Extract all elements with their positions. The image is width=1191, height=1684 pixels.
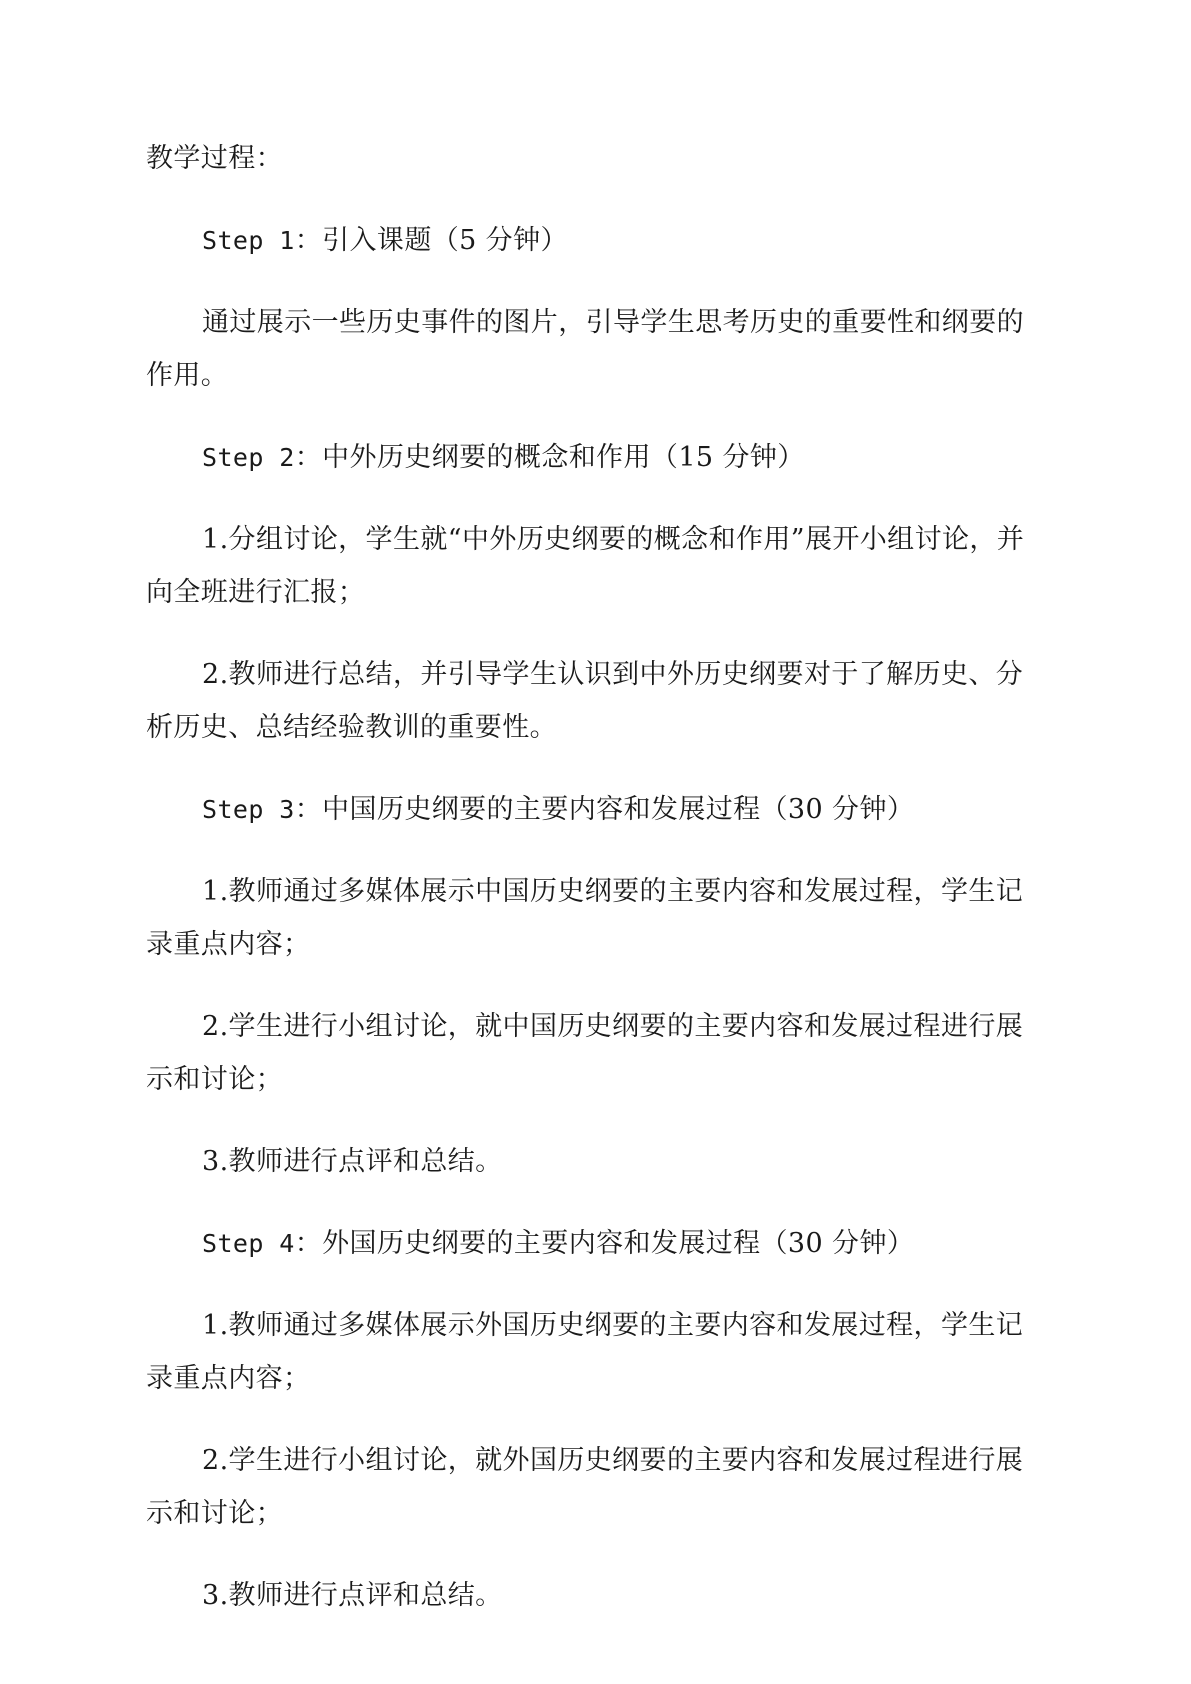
step-2-title-text: ：中外历史纲要的概念和作用（15 分钟） bbox=[294, 442, 805, 473]
step-4-item-2: 2.学生进行小组讨论，就外国历史纲要的主要内容和发展过程进行展示和讨论； bbox=[146, 1445, 1024, 1529]
section-heading: 教学过程： bbox=[146, 143, 283, 174]
step-3-item-1: 1.教师通过多媒体展示中国历史纲要的主要内容和发展过程，学生记录重点内容； bbox=[146, 876, 1024, 960]
step-2-item-1: 1.分组讨论，学生就“中外历史纲要的概念和作用”展开小组讨论，并向全班进行汇报； bbox=[146, 524, 1025, 608]
step-4-title bbox=[146, 1217, 1046, 1270]
step-4-item-1: 1.教师通过多媒体展示外国历史纲要的主要内容和发展过程，学生记录重点内容； bbox=[146, 1310, 1024, 1394]
step-4-item-3: 3.教师进行点评和总结。 bbox=[202, 1580, 503, 1611]
step-3-title bbox=[146, 783, 1046, 836]
step-2-label: Step 2 bbox=[202, 443, 295, 472]
step-2-item-2: 2.教师进行总结，并引导学生认识到中外历史纲要对于了解历史、分析历史、总结经验教训的重要性。 bbox=[146, 659, 1024, 743]
step-2-title bbox=[146, 431, 1046, 484]
step-1-title bbox=[146, 214, 1046, 267]
step-1-item-1: 通过展示一些历史事件的图片，引导学生思考历史的重要性和纲要的作用。 bbox=[146, 307, 1024, 391]
step-3-label: Step 3 bbox=[202, 795, 295, 824]
document-body bbox=[146, 132, 1046, 1651]
step-3-title-text: ：中国历史纲要的主要内容和发展过程（30 分钟） bbox=[294, 794, 915, 825]
step-4-title-text: ：外国历史纲要的主要内容和发展过程（30 分钟） bbox=[294, 1228, 915, 1259]
step-1-label: Step 1 bbox=[202, 226, 295, 255]
step-3-item-3: 3.教师进行点评和总结。 bbox=[202, 1146, 503, 1177]
step-1-title-text: ：引入课题（5 分钟） bbox=[294, 225, 568, 256]
step-4-label: Step 4 bbox=[202, 1229, 295, 1258]
step-3-item-2: 2.学生进行小组讨论，就中国历史纲要的主要内容和发展过程进行展示和讨论； bbox=[146, 1011, 1024, 1095]
